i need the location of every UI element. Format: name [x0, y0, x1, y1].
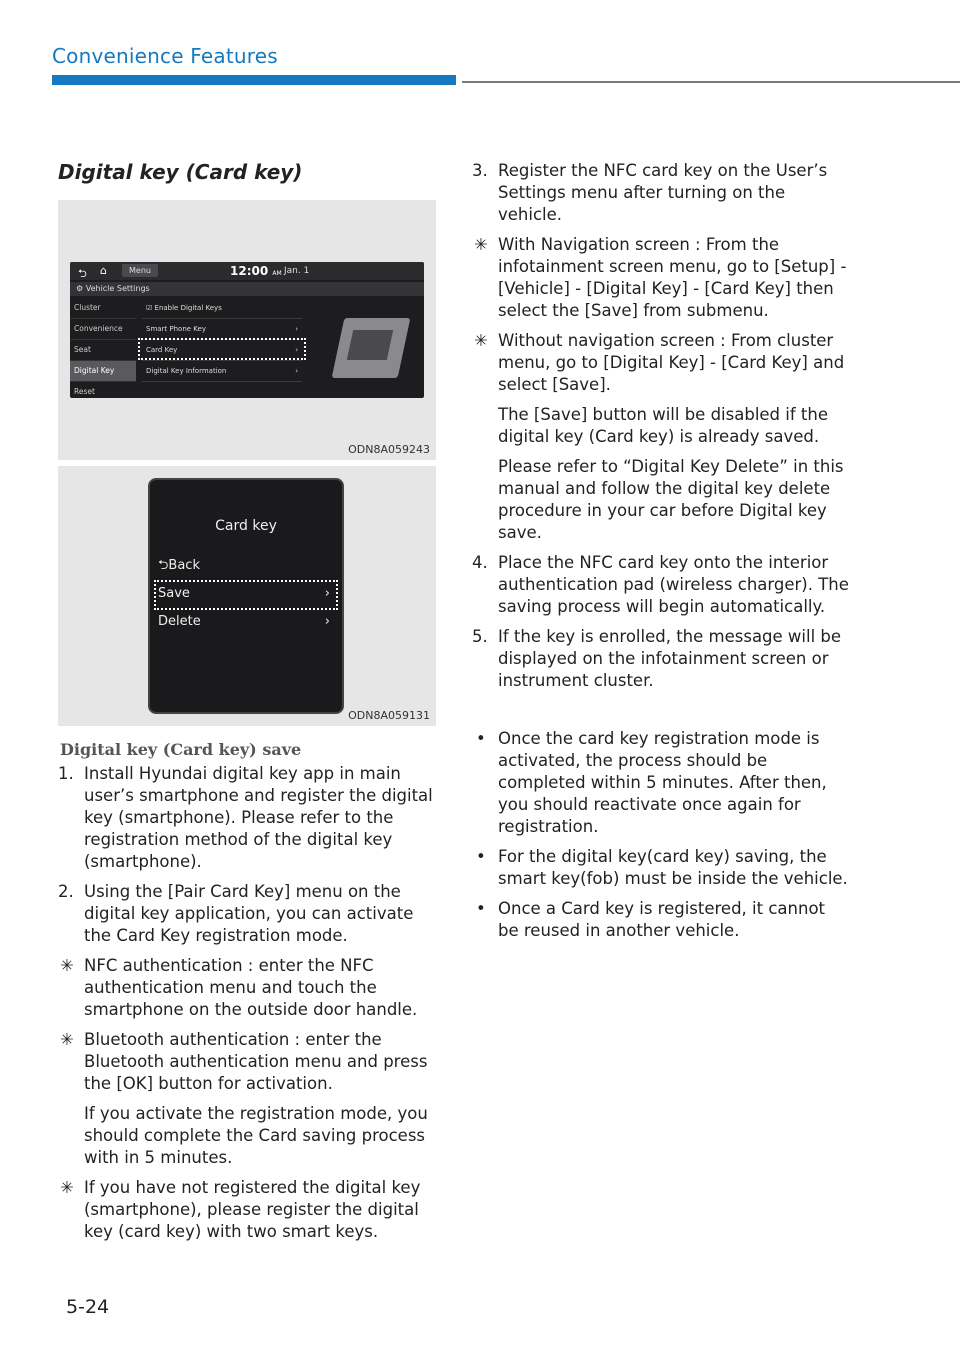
asterisk-icon: ✳	[474, 331, 488, 350]
vehicle-settings-title	[70, 282, 424, 296]
step-item	[58, 763, 436, 873]
list-item-enable-digital-keys	[142, 298, 302, 319]
left-steps	[58, 763, 436, 1243]
menu-item-label: Delete	[158, 614, 201, 629]
list-item-label: Digital Key Information	[146, 367, 227, 375]
right-column	[472, 160, 850, 950]
note-text: If you have not registered the digital key (smartphone), please register the digital key (card key) with two smart keys.	[84, 1178, 421, 1241]
bullet-list	[472, 728, 850, 942]
note-text: With Navigation screen : From the infotainment screen menu, go to [Setup] - [Vehicle] - [Digital Key] - [Card Key] then select the [Save] from submenu.	[498, 235, 847, 320]
sidebar-item-reset: Reset	[70, 382, 136, 398]
menu-item-delete	[158, 614, 334, 629]
section-title: Digital key (Card key)	[58, 160, 303, 184]
caption: Digital key (Card key) save	[60, 740, 302, 759]
back-icon: ⮌	[158, 558, 169, 573]
step-text: If the key is enrolled, the message will be displayed on the infotainment screen or instrument cluster.	[498, 627, 842, 690]
chapter-title: Convenience Features	[52, 44, 278, 68]
vehicle-settings-label: Vehicle Settings	[85, 284, 150, 293]
bullet-icon: •	[476, 899, 486, 918]
asterisk-icon: ✳	[60, 1178, 74, 1197]
note-text: Without navigation screen : From cluster menu, go to [Digital Key] - [Card Key] and select [Save].	[498, 331, 845, 394]
note-item	[58, 1029, 436, 1095]
step-number: 1.	[58, 764, 74, 783]
list-item-digital-key-information	[142, 361, 302, 382]
note-item	[472, 234, 850, 322]
list-item-smart-phone-key	[142, 319, 302, 340]
chevron-right-icon: ›	[295, 346, 298, 354]
sidebar-item-cluster: Cluster	[70, 298, 136, 319]
chevron-right-icon: ›	[324, 586, 330, 601]
sidebar-item-convenience: Convenience	[70, 319, 136, 340]
figure-vehicle-settings	[58, 200, 436, 460]
step-item	[472, 626, 850, 692]
checkbox-icon: ☑	[146, 304, 155, 312]
home-icon: ⌂	[100, 264, 107, 277]
asterisk-icon: ✳	[474, 235, 488, 254]
list-item-label: Card Key	[146, 346, 178, 354]
card-key-illustration-inner	[347, 330, 393, 360]
note-item	[472, 330, 850, 396]
asterisk-icon: ✳	[60, 956, 74, 975]
figure-card-key-menu	[58, 466, 436, 726]
cluster-screen	[148, 478, 344, 714]
step-item	[472, 160, 850, 226]
indented-paragraph: If you activate the registration mode, you should complete the Card saving process with in 5 minutes.	[84, 1104, 428, 1167]
bullet-item	[472, 846, 850, 890]
left-column	[58, 160, 436, 1251]
menu-item-back	[158, 556, 334, 578]
figure-code: ODN8A059243	[348, 443, 430, 456]
list-item-label: Smart Phone Key	[146, 325, 206, 333]
step-number: 4.	[472, 553, 488, 572]
back-icon: ⮌	[78, 267, 87, 280]
figure-code: ODN8A059131	[348, 709, 430, 722]
chevron-right-icon: ›	[295, 367, 298, 375]
bullet-text: Once the card key registration mode is activated, the process should be completed within 5 minutes. After then, you should reactivate once again for registration.	[498, 729, 827, 836]
step-number: 5.	[472, 627, 488, 646]
step-item	[472, 552, 850, 618]
sidebar-item-digital-key: Digital Key	[70, 361, 136, 382]
bullet-item	[472, 728, 850, 838]
note-text: Bluetooth authentication : enter the Bluetooth authentication menu and press the [OK] button for activation.	[84, 1030, 428, 1093]
card-key-title: Card key	[215, 518, 277, 534]
settings-sidebar	[70, 298, 136, 398]
gear-icon: ⚙	[76, 284, 86, 293]
note-item	[58, 955, 436, 1021]
list-item-label: Enable Digital Keys	[154, 304, 222, 312]
bullet-item	[472, 898, 850, 942]
infotainment-screen	[70, 262, 424, 398]
bullet-icon: •	[476, 729, 486, 748]
asterisk-icon: ✳	[60, 1030, 74, 1049]
step-text: Using the [Pair Card Key] menu on the digital key application, you can activate the Card Key registration mode.	[84, 882, 414, 945]
menu-button: Menu	[122, 264, 158, 277]
header-bar-accent	[52, 75, 456, 85]
step-text: Place the NFC card key onto the interior authentication pad (wireless charger). The saving process will begin automatically.	[498, 553, 849, 616]
header-bar-rule	[462, 81, 960, 83]
chevron-right-icon: ›	[295, 325, 298, 333]
bullet-icon: •	[476, 847, 486, 866]
indented-paragraph: The [Save] button will be disabled if the digital key (Card key) is already saved.	[498, 405, 828, 446]
page-number: 5-24	[66, 1296, 110, 1318]
clock-suffix: AM	[272, 270, 282, 277]
highlight-card-key	[138, 338, 306, 360]
menu-item-label: Back	[168, 558, 200, 573]
step-text: Install Hyundai digital key app in main user’s smartphone and register the digital key (smartphone). Please refer to the registration method of the digital key (smartphone).	[84, 764, 433, 871]
step-number: 2.	[58, 882, 74, 901]
highlight-save	[154, 580, 338, 610]
note-item	[58, 1177, 436, 1243]
chevron-right-icon: ›	[324, 614, 330, 629]
bullet-text: For the digital key(card key) saving, the smart key(fob) must be inside the vehicle.	[498, 847, 848, 888]
note-text: NFC authentication : enter the NFC authentication menu and touch the smartphone on the outside door handle.	[84, 956, 418, 1019]
bullet-text: Once a Card key is registered, it cannot be reused in another vehicle.	[498, 899, 826, 940]
clock-time: 12:00	[230, 264, 269, 278]
date-label: Jan. 1	[284, 266, 310, 276]
step-number: 3.	[472, 161, 488, 180]
step-text: Register the NFC card key on the User’s Settings menu after turning on the vehicle.	[498, 161, 828, 224]
menu-item-label: Save	[158, 586, 190, 601]
step-item	[58, 881, 436, 947]
indented-paragraph: Please refer to “Digital Key Delete” in this manual and follow the digital key delete procedure in your car before Digital key save.	[498, 457, 844, 542]
sidebar-item-seat: Seat	[70, 340, 136, 361]
clock	[230, 264, 282, 278]
